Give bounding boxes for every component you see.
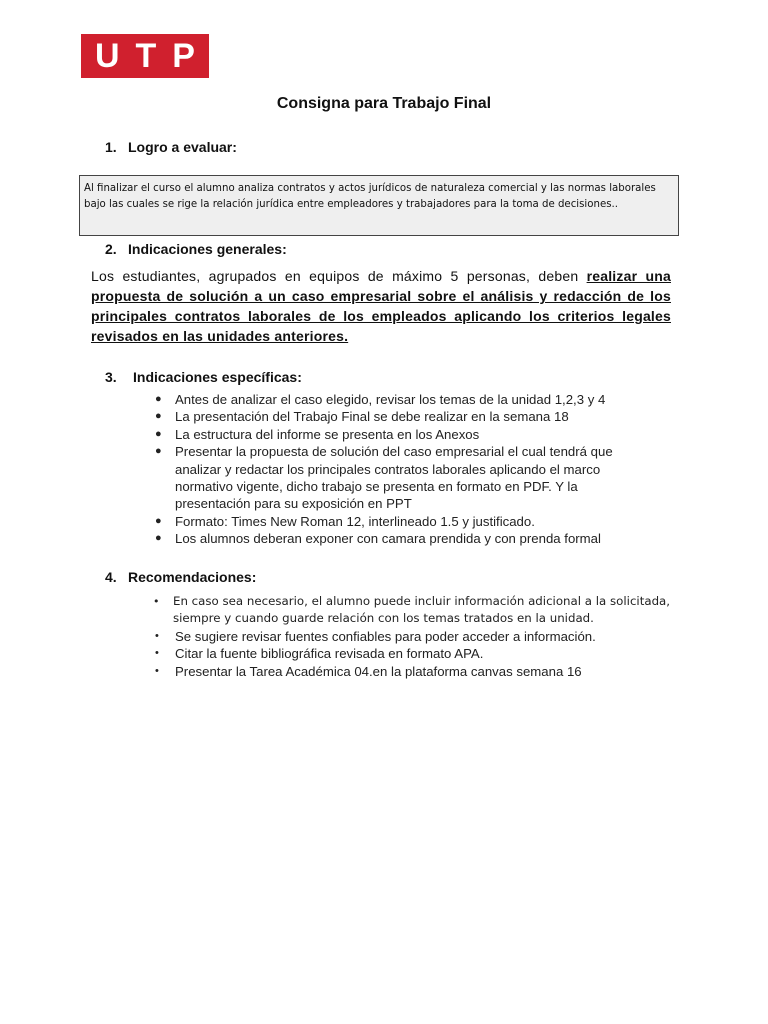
list-item [155,628,695,645]
logo-letter-t: T [135,37,157,75]
utp-logo [81,34,209,78]
list-item-text: Formato: Times New Roman 12, interlineado 1.5 y justificado. [175,513,535,529]
list-item-text: Antes de analizar el caso elegido, revisar los temas de la unidad 1,2,3 y 4 [175,392,606,407]
list-item-text: La presentación del Trabajo Final se debe realizar en la semana 18 [175,409,569,425]
list-item [155,408,675,425]
list-item-text: Los alumnos deberan exponer con camara prendida y con prenda formal [175,531,601,547]
bullet-icon: • [155,647,159,660]
recommendations-list [153,593,695,680]
section-number: 1. [105,139,117,155]
bullet-icon: ● [155,514,162,527]
list-item-text: Se sugiere revisar fuentes confiables para poder acceder a información. [175,628,596,644]
section-title: Indicaciones generales: [128,241,287,257]
section-2-heading [105,241,287,257]
bullet-icon: ● [155,427,162,440]
list-item [153,593,693,628]
list-item [155,663,695,680]
general-intro: Los estudiantes, agrupados en equipos de máximo 5 personas, deben [91,268,587,284]
bullet-icon: ● [155,393,162,405]
bullet-icon: • [155,629,159,642]
section-title: Recomendaciones: [128,569,257,585]
section-number: 3. [105,369,117,385]
list-item [155,426,675,443]
section-3-heading [105,369,302,385]
goal-box: Al finalizar el curso el alumno analiza contratos y actos jurídicos de naturaleza comercial y las normas laborales bajo las cuales se rige la relación jurídica entre empleadores y trabajadores para la toma de decisiones.. [79,175,679,236]
list-item-text: La estructura del informe se presenta en los Anexos [175,426,480,442]
list-item [155,443,653,513]
list-item [155,513,675,530]
list-item-text: Citar la fuente bibliográfica revisada en formato APA. [175,646,484,662]
list-item [155,530,675,547]
general-paragraph [91,266,671,346]
logo-letter-p: P [172,37,195,75]
section-4-heading [105,569,256,585]
section-title: Logro a evaluar: [128,139,237,155]
bullet-icon: ● [155,410,162,423]
general-emphasis: realizar una propuesta de solución a un caso empresarial sobre el análisis y redacción de los principales contratos laborales de los empleados aplicando los criterios legales revisados en las unidades anteriores. [91,268,671,344]
section-1-heading [105,139,237,155]
list-item [155,391,675,408]
specific-list [155,391,675,548]
logo-letter-u: U [94,37,120,75]
bullet-icon: ● [155,445,162,458]
section-number: 4. [105,569,117,585]
document-title: Consigna para Trabajo Final [276,95,492,112]
section-number: 2. [105,241,117,257]
bullet-icon: • [155,664,159,677]
list-item [155,645,695,662]
bullet-icon: ● [155,532,162,545]
list-item-text: En caso sea necesario, el alumno puede incluir información adicional a la solicitada, siempre y cuando guarde relación con los temas tratados en la unidad. [173,594,671,626]
list-item-text: Presentar la propuesta de solución del caso empresarial el cual tendrá que analizar y redactar los principales contratos laborales aplicando el marco normativo vigente, dicho trabajo se presenta en formato en PDF. Y la presentación para su exposición en PPT [175,444,613,512]
list-item-text: Presentar la Tarea Académica 04.en la plataforma canvas semana 16 [175,663,582,679]
bullet-icon: • [153,595,160,608]
section-title: Indicaciones específicas: [133,369,302,385]
